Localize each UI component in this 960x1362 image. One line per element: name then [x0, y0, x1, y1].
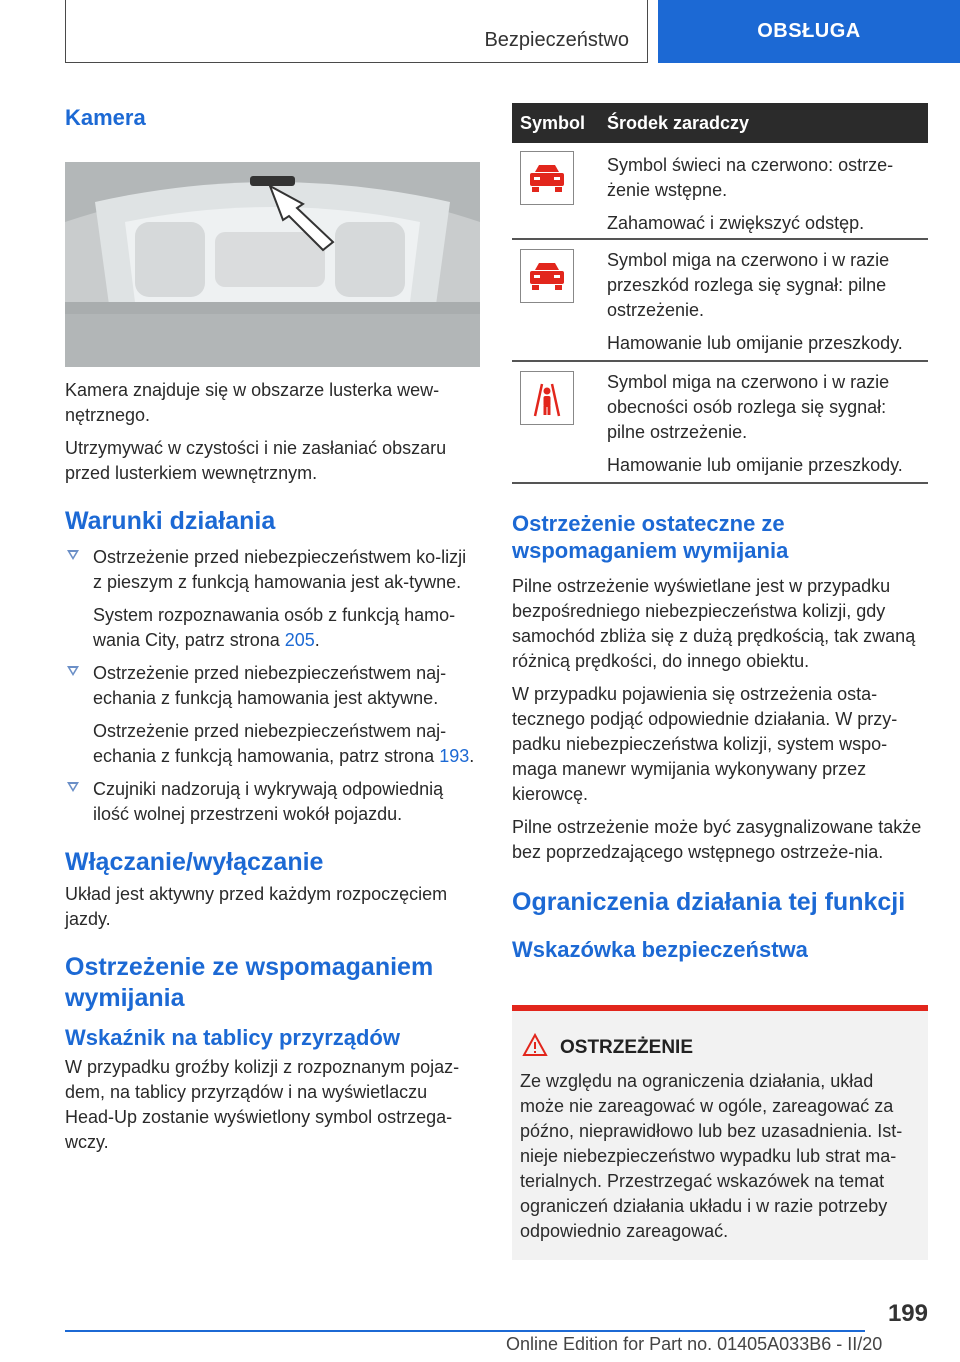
warning-text: Ze względu na ograniczenia działania, układ może nie zareagować w ogóle, zareagować za późno, nieprawidłowo lub bez uzasadnienia. Ist-nieje niebezpieczeństwo wypadku lub strat ma-terialnych. Przestrzegać wskazówek na temat ograniczeń działania układu i w razie potrzeby odpowiednio zareagować.: [520, 1071, 903, 1241]
limits-heading: Ograniczenia działania tej funkcji: [512, 888, 906, 916]
camera-paragraph-1: Kamera znajduje się w obszarze lusterka wew-nętrznego.: [65, 380, 440, 425]
evasion-heading: Ostrzeżenie ze wspomaganiem wymijania: [65, 953, 434, 1012]
row-action: Zahamować i zwiększyć odstęp.: [607, 213, 865, 233]
list-item: [65, 777, 480, 827]
chapter-tab: OBSŁUGA: [658, 0, 960, 63]
indicator-paragraph: W przypadku groźby kolizji z rozpoznanym pojaz-dem, na tablicy przyrządów i na wyświetlaczu Head-Up zostanie wyświetlony symbol ostrzega-wczy.: [65, 1057, 460, 1152]
camera-paragraph-2: Utrzymywać w czystości i nie zasłaniać obszaru przed lusterkiem wewnętrznym.: [65, 438, 447, 483]
final-paragraph-1: Pilne ostrzeżenie wyświetlane jest w przypadku bezpośredniego niebezpieczeństwa kolizji, gdy samochód zbliża się z dużą prędkością, tak zwaną różnicą prędkości, do innego obiektu.: [512, 576, 916, 671]
list-item-text: Ostrzeżenie przed niebezpieczeństwem naj-echania z funkcją hamowania jest aktywne.: [93, 663, 447, 708]
car-warning-icon: [520, 151, 574, 205]
onoff-paragraph: Układ jest aktywny przed każdym rozpoczęciem jazdy.: [65, 884, 448, 929]
row-text: Symbol miga na czerwono i w razie przeszkód rozlega się sygnał: pilne ostrzeżenie.: [607, 250, 890, 320]
footer-edition: Online Edition for Part no. 01405A033B6 - II/20: [506, 1334, 883, 1354]
bullet-triangle-icon: [67, 782, 79, 792]
conditions-heading: Warunki działania: [65, 507, 276, 535]
footer-line: [65, 1330, 865, 1332]
warning-box: [512, 1005, 928, 1260]
list-item: [65, 545, 480, 653]
row-text: Symbol miga na czerwono i w razie obecności osób rozlega się sygnał: pilne ostrzeżenie.: [607, 372, 890, 442]
row-text: Symbol świeci na czerwono: ostrze-żenie wstępne.: [607, 155, 894, 200]
safety-heading: Wskazówka bezpieczeństwa: [512, 937, 808, 962]
table-row: [607, 370, 927, 478]
col-remedy-header: Środek zaradczy: [607, 113, 750, 133]
page-link-193[interactable]: 193: [439, 746, 470, 766]
page-link-205[interactable]: 205: [284, 630, 315, 650]
row-action: Hamowanie lub omijanie przeszkody.: [607, 333, 903, 353]
left-column-body: [65, 378, 480, 1163]
col-symbol-header: Symbol: [520, 113, 586, 133]
row-divider: [512, 482, 928, 484]
symbol-table-header: [512, 103, 928, 143]
row-action: Hamowanie lub omijanie przeszkody.: [607, 455, 903, 475]
header-section-box: [65, 0, 648, 63]
onoff-heading: Włączanie/wyłączanie: [65, 848, 324, 876]
list-item: [65, 661, 480, 769]
car-interior-image: [65, 162, 480, 367]
bullet-triangle-icon: [67, 666, 79, 676]
list-item-text: Ostrzeżenie przed niebezpieczeństwem ko-lizji z pieszym z funkcją hamowania jest ak-tywne.: [93, 547, 467, 592]
page-number: 199: [887, 1300, 928, 1327]
table-row: [607, 248, 927, 356]
bullet-triangle-icon: [67, 550, 79, 560]
list-item-subtext: System rozpoznawania osób z funkcją hamo-wania City, patrz strona 205.: [93, 605, 456, 650]
section-title: Bezpieczeństwo: [484, 29, 629, 51]
list-item-text: Czujniki nadzorują i wykrywają odpowiednią ilość wolnej przestrzeni wokół pojazdu.: [93, 779, 444, 824]
final-warning-heading: Ostrzeżenie ostateczne ze wspomaganiem wymijania: [512, 511, 789, 563]
row-divider: [512, 238, 928, 240]
warning-triangle-icon: [522, 1033, 548, 1062]
indicator-heading: Wskaźnik na tablicy przyrządów: [65, 1025, 400, 1050]
final-paragraph-2: W przypadku pojawienia się ostrzeżenia osta-tecznego podjąć odpowiednie działania. W przy-padku niebezpieczeństwa kolizji, system wspo-maga manewr wymijania wykonywany przez kierowcę.: [512, 684, 898, 804]
warning-title: OSTRZEŻENIE: [560, 1037, 694, 1058]
row-divider: [512, 360, 928, 362]
pedestrian-warning-icon: [520, 371, 574, 425]
final-paragraph-3: Pilne ostrzeżenie może być zasygnalizowane także bez poprzedzającego wstępnego ostrzeże-nia.: [512, 817, 922, 862]
car-warning-icon: [520, 249, 574, 303]
right-column-body: [512, 510, 928, 963]
camera-illustration: [65, 162, 480, 367]
table-row: [607, 153, 927, 236]
left-column: [65, 104, 480, 131]
camera-heading: Kamera: [65, 105, 146, 130]
conditions-list: [65, 545, 480, 827]
list-item-subtext: Ostrzeżenie przed niebezpieczeństwem naj-echania z funkcją hamowania, patrz strona 193.: [93, 721, 475, 766]
